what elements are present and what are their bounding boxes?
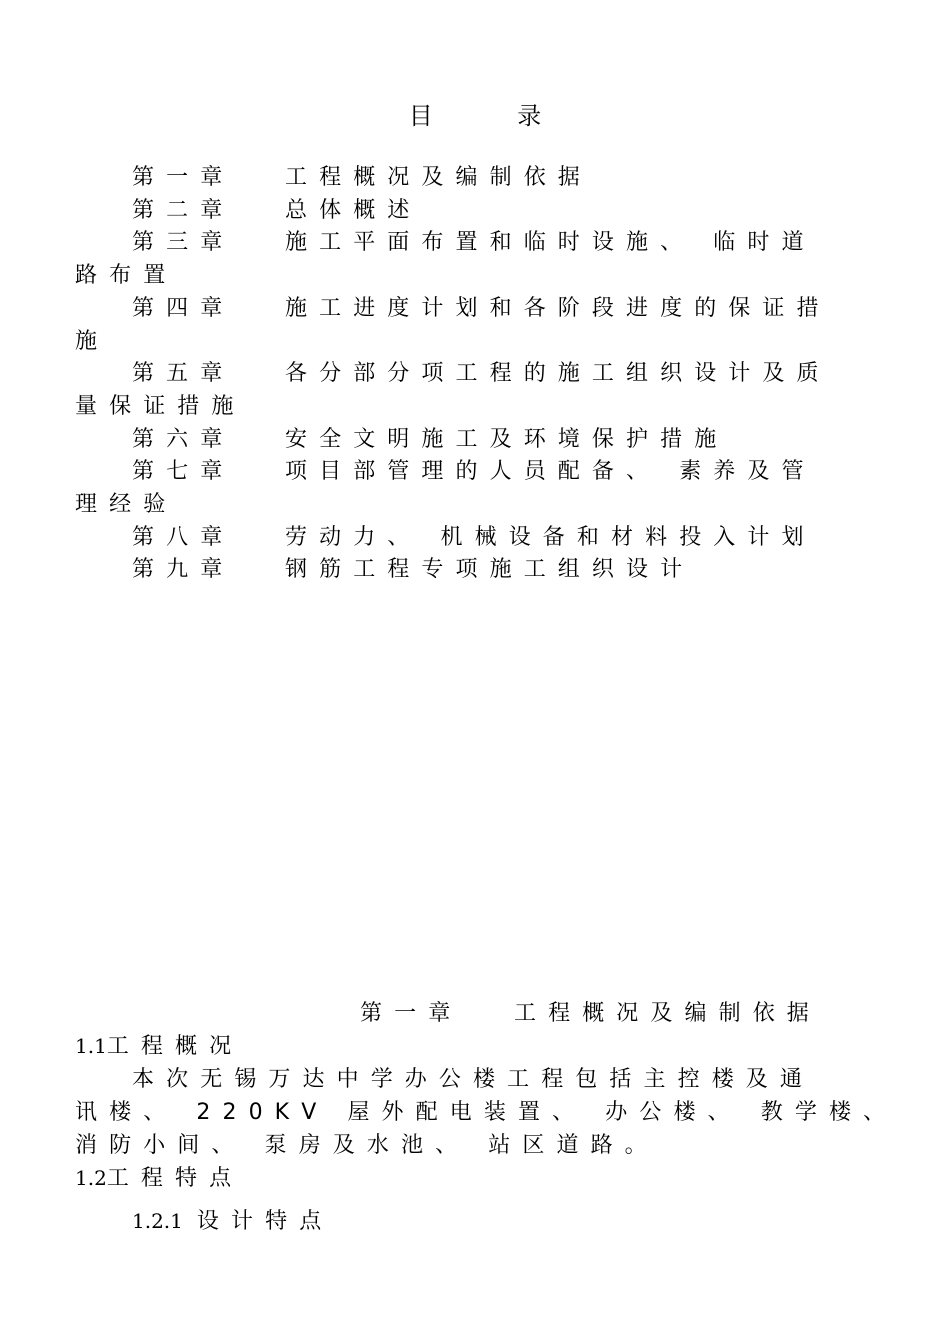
section-number: 1.1	[75, 1034, 107, 1058]
section-number: 1.2	[75, 1166, 107, 1190]
toc-item-2[interactable]	[75, 195, 885, 228]
toc-item-7[interactable]	[75, 456, 885, 521]
table-of-contents	[75, 162, 885, 587]
toc-item-5[interactable]	[75, 358, 885, 423]
subsection-number: 1.2.1	[132, 1209, 183, 1233]
section-title: 工程概况	[106, 1034, 244, 1059]
toc-chapter-title: 安全文明施工及环境保护措施	[285, 426, 729, 452]
toc-chapter-number: 第八章	[132, 524, 235, 550]
section-heading-1-2	[75, 1162, 895, 1195]
paragraph-line: 消防小间、 泵房及水池、 站区道路。	[75, 1133, 659, 1158]
toc-chapter-number: 第一章	[132, 165, 235, 190]
toc-item-8[interactable]	[75, 522, 885, 555]
subsection-title: 设计特点	[196, 1209, 334, 1234]
toc-chapter-title: 工程概况及编制依据	[285, 165, 592, 190]
toc-item-9[interactable]	[75, 554, 885, 587]
toc-chapter-title-continuation: 量保证措施	[75, 393, 246, 419]
toc-chapter-title-continuation: 施	[75, 328, 110, 354]
toc-item-3[interactable]	[75, 227, 885, 292]
section-title: 工程特点	[106, 1166, 244, 1191]
toc-chapter-number: 第五章	[132, 361, 235, 387]
chapter-number: 第一章	[360, 1001, 463, 1026]
toc-chapter-title: 总体概述	[285, 197, 422, 223]
toc-chapter-number: 第六章	[132, 426, 235, 452]
section-heading-1-1	[75, 1030, 895, 1063]
toc-chapter-number: 第二章	[132, 197, 235, 223]
toc-chapter-title: 施工平面布置和临时设施、 临时道	[285, 230, 816, 256]
toc-chapter-title: 各分部分项工程的施工组织设计及质	[285, 361, 831, 387]
toc-chapter-title: 劳动力、 机械设备和材料投入计划	[285, 524, 816, 550]
toc-chapter-number: 第九章	[132, 557, 235, 583]
paragraph-line: 本次无锡万达中学办公楼工程包括主控楼及通	[132, 1067, 815, 1092]
toc-chapter-number: 第七章	[132, 459, 235, 485]
toc-item-1[interactable]	[75, 162, 885, 195]
toc-chapter-title-continuation: 理经验	[75, 492, 178, 518]
toc-title: 目 录	[408, 102, 580, 130]
toc-chapter-title: 施工进度计划和各阶段进度的保证措	[285, 295, 831, 321]
toc-chapter-title-continuation: 路布置	[75, 263, 178, 289]
toc-chapter-title: 钢筋工程专项施工组织设计	[285, 557, 695, 583]
toc-chapter-number: 第四章	[132, 295, 235, 321]
toc-item-6[interactable]	[75, 424, 885, 457]
paragraph-line: 讯楼、 220KV 屋外配电装置、 办公楼、 教学楼、	[75, 1100, 898, 1125]
chapter-title: 工程概况及编制依据	[514, 1001, 821, 1026]
toc-chapter-title: 项目部管理的人员配备、 素养及管	[285, 459, 816, 485]
chapter-heading	[360, 996, 821, 1027]
toc-item-4[interactable]	[75, 293, 885, 358]
subsection-heading-1-2-1	[132, 1204, 333, 1235]
toc-chapter-number: 第三章	[132, 230, 235, 256]
chapter-body	[75, 1030, 898, 1195]
